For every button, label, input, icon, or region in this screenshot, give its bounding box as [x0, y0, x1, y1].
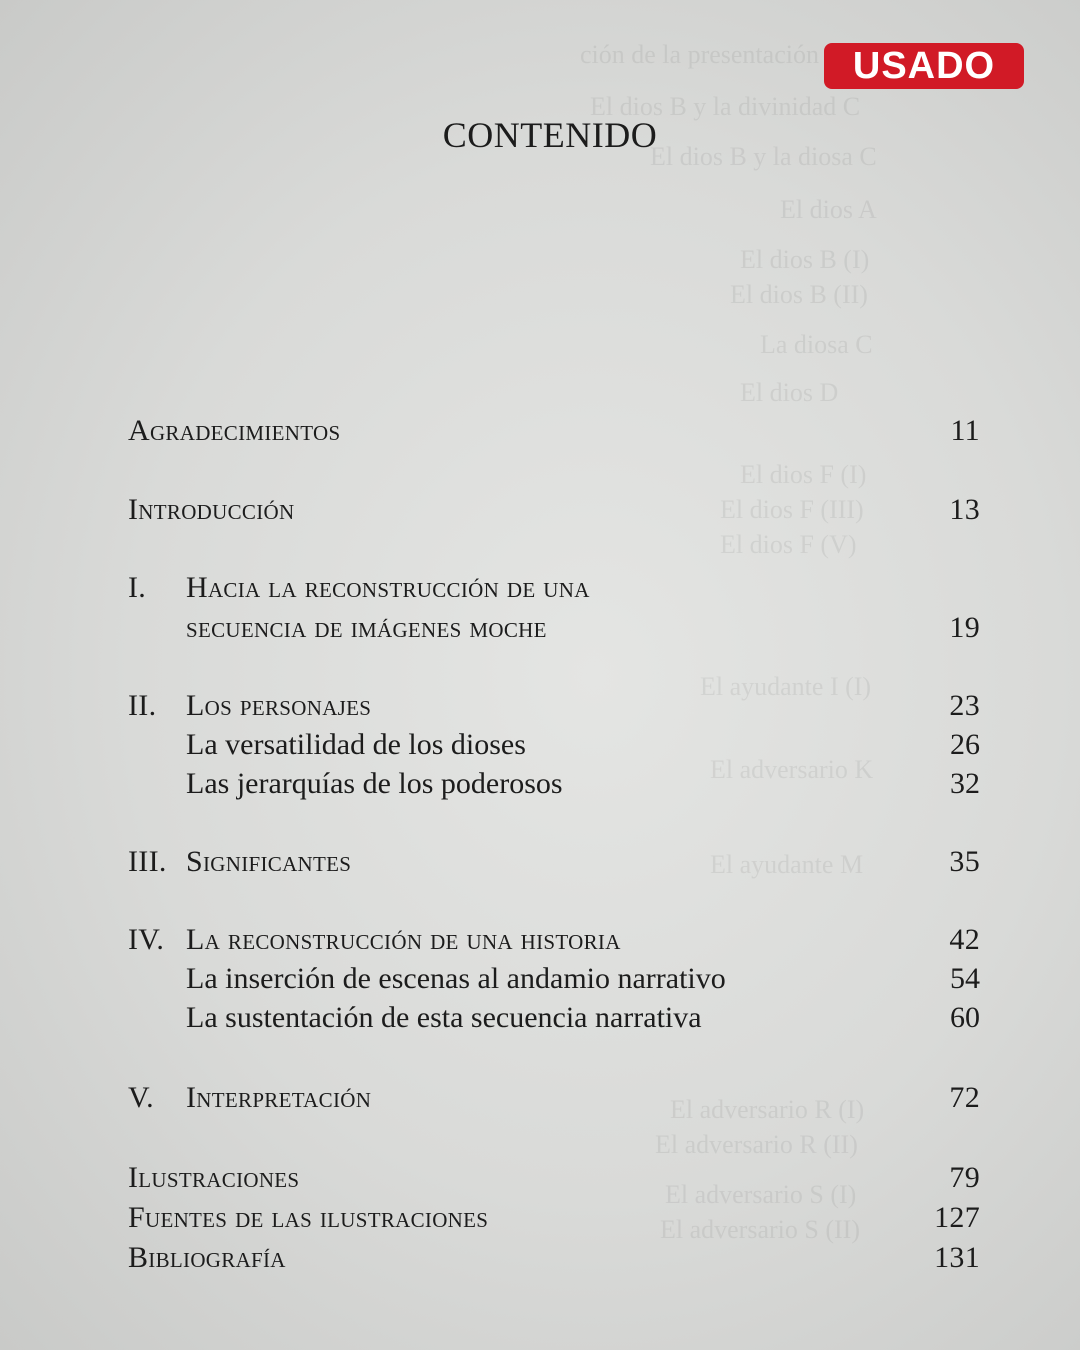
bleed-through-text: El dios B y la divinidad C: [590, 92, 861, 121]
toc-entry-bibliografia[interactable]: [128, 1238, 980, 1278]
toc-entry-chapter-4[interactable]: [128, 920, 980, 960]
toc-subentry-label: La inserción de escenas al andamio narrativo: [186, 962, 726, 995]
toc-subentry[interactable]: [128, 998, 980, 1038]
toc-entry-label: Significantes: [186, 845, 352, 878]
toc-page-number: 13: [949, 493, 980, 526]
toc-page-number: 60: [950, 1001, 980, 1034]
toc-entry-label: Bibliografía: [128, 1241, 286, 1274]
toc-entry-ilustraciones[interactable]: [128, 1158, 980, 1198]
toc-subentry[interactable]: [128, 725, 980, 765]
toc-entry-chapter-5[interactable]: [128, 1078, 980, 1118]
bleed-through-text: El dios F (V): [720, 530, 857, 559]
bleed-through-text: El dios F (I): [740, 460, 867, 489]
toc-entry-chapter-1[interactable]: [128, 568, 980, 608]
bleed-through-text: El adversario R (II): [655, 1130, 858, 1159]
toc-subentry-label: La sustentación de esta secuencia narrativa: [186, 1001, 702, 1034]
toc-page-number: 32: [950, 767, 980, 800]
toc-page-number: 42: [949, 923, 980, 956]
toc-entry-fuentes[interactable]: [128, 1198, 980, 1238]
toc-subentry[interactable]: [128, 764, 980, 804]
toc-page-number: 131: [934, 1241, 980, 1274]
toc-page-number: 23: [949, 689, 980, 722]
toc-page-number: 54: [950, 962, 980, 995]
chapter-number: III.: [128, 845, 167, 878]
bleed-through-text: El dios B (II): [730, 280, 868, 309]
toc-entry-label: Fuentes de las ilustraciones: [128, 1201, 489, 1234]
toc-entry-label: Ilustraciones: [128, 1161, 300, 1194]
toc-entry-label: Los personajes: [186, 689, 372, 722]
toc-entry-chapter-1-cont[interactable]: [128, 608, 980, 648]
toc-page-number: 35: [949, 845, 980, 878]
toc-entry-chapter-2[interactable]: [128, 686, 980, 726]
used-condition-badge: USADO: [824, 43, 1024, 89]
bleed-through-text: El adversario K: [710, 755, 874, 784]
bleed-through-text: El ayudante M: [710, 850, 864, 879]
bleed-through-text: La diosa C: [760, 330, 873, 359]
chapter-number: IV.: [128, 923, 165, 956]
toc-subentry[interactable]: [128, 959, 980, 999]
chapter-number: V.: [128, 1081, 154, 1114]
toc-page-number: 127: [934, 1201, 980, 1234]
toc-entry-label: Agradecimientos: [128, 414, 341, 447]
toc-entry-label: Introducción: [128, 493, 295, 526]
toc-page-number: 19: [949, 611, 980, 644]
chapter-number: I.: [128, 571, 147, 604]
toc-entry-label: Interpretación: [186, 1081, 372, 1114]
bleed-through-text: El dios F (III): [720, 495, 864, 524]
chapter-number: II.: [128, 689, 157, 722]
bleed-through-text: ción de la presentación: [580, 40, 819, 69]
toc-entry-label: La reconstrucción de una historia: [186, 923, 621, 956]
bleed-through-text: El ayudante I (I): [700, 672, 872, 701]
toc-page-number: 72: [949, 1081, 980, 1114]
bleed-through-text: El adversario S (II): [660, 1215, 860, 1244]
bleed-through-text: El dios A: [780, 195, 877, 224]
bleed-through-text: El adversario R (I): [670, 1095, 865, 1124]
bleed-through-text: El dios D: [740, 378, 839, 407]
bleed-through-text: El adversario S (I): [665, 1180, 857, 1209]
toc-entry-introduccion[interactable]: [128, 490, 980, 530]
toc-entry-label: secuencia de imágenes moche: [186, 611, 547, 644]
toc-entry-label: Hacia la reconstrucción de una: [186, 571, 590, 604]
toc-entry-chapter-3[interactable]: [128, 842, 980, 882]
toc-subentry-label: La versatilidad de los dioses: [186, 728, 526, 761]
toc-subentry-label: Las jerarquías de los poderosos: [186, 767, 563, 800]
toc-page-number: 26: [950, 728, 980, 761]
bleed-through-text: El dios B (I): [740, 245, 870, 274]
toc-entry-agradecimientos[interactable]: [128, 411, 980, 451]
page-title: CONTENIDO: [442, 115, 658, 155]
toc-page-number: 11: [950, 414, 980, 447]
toc-page-number: 79: [949, 1161, 980, 1194]
bleed-through-text: El dios B y la diosa C: [650, 142, 877, 171]
